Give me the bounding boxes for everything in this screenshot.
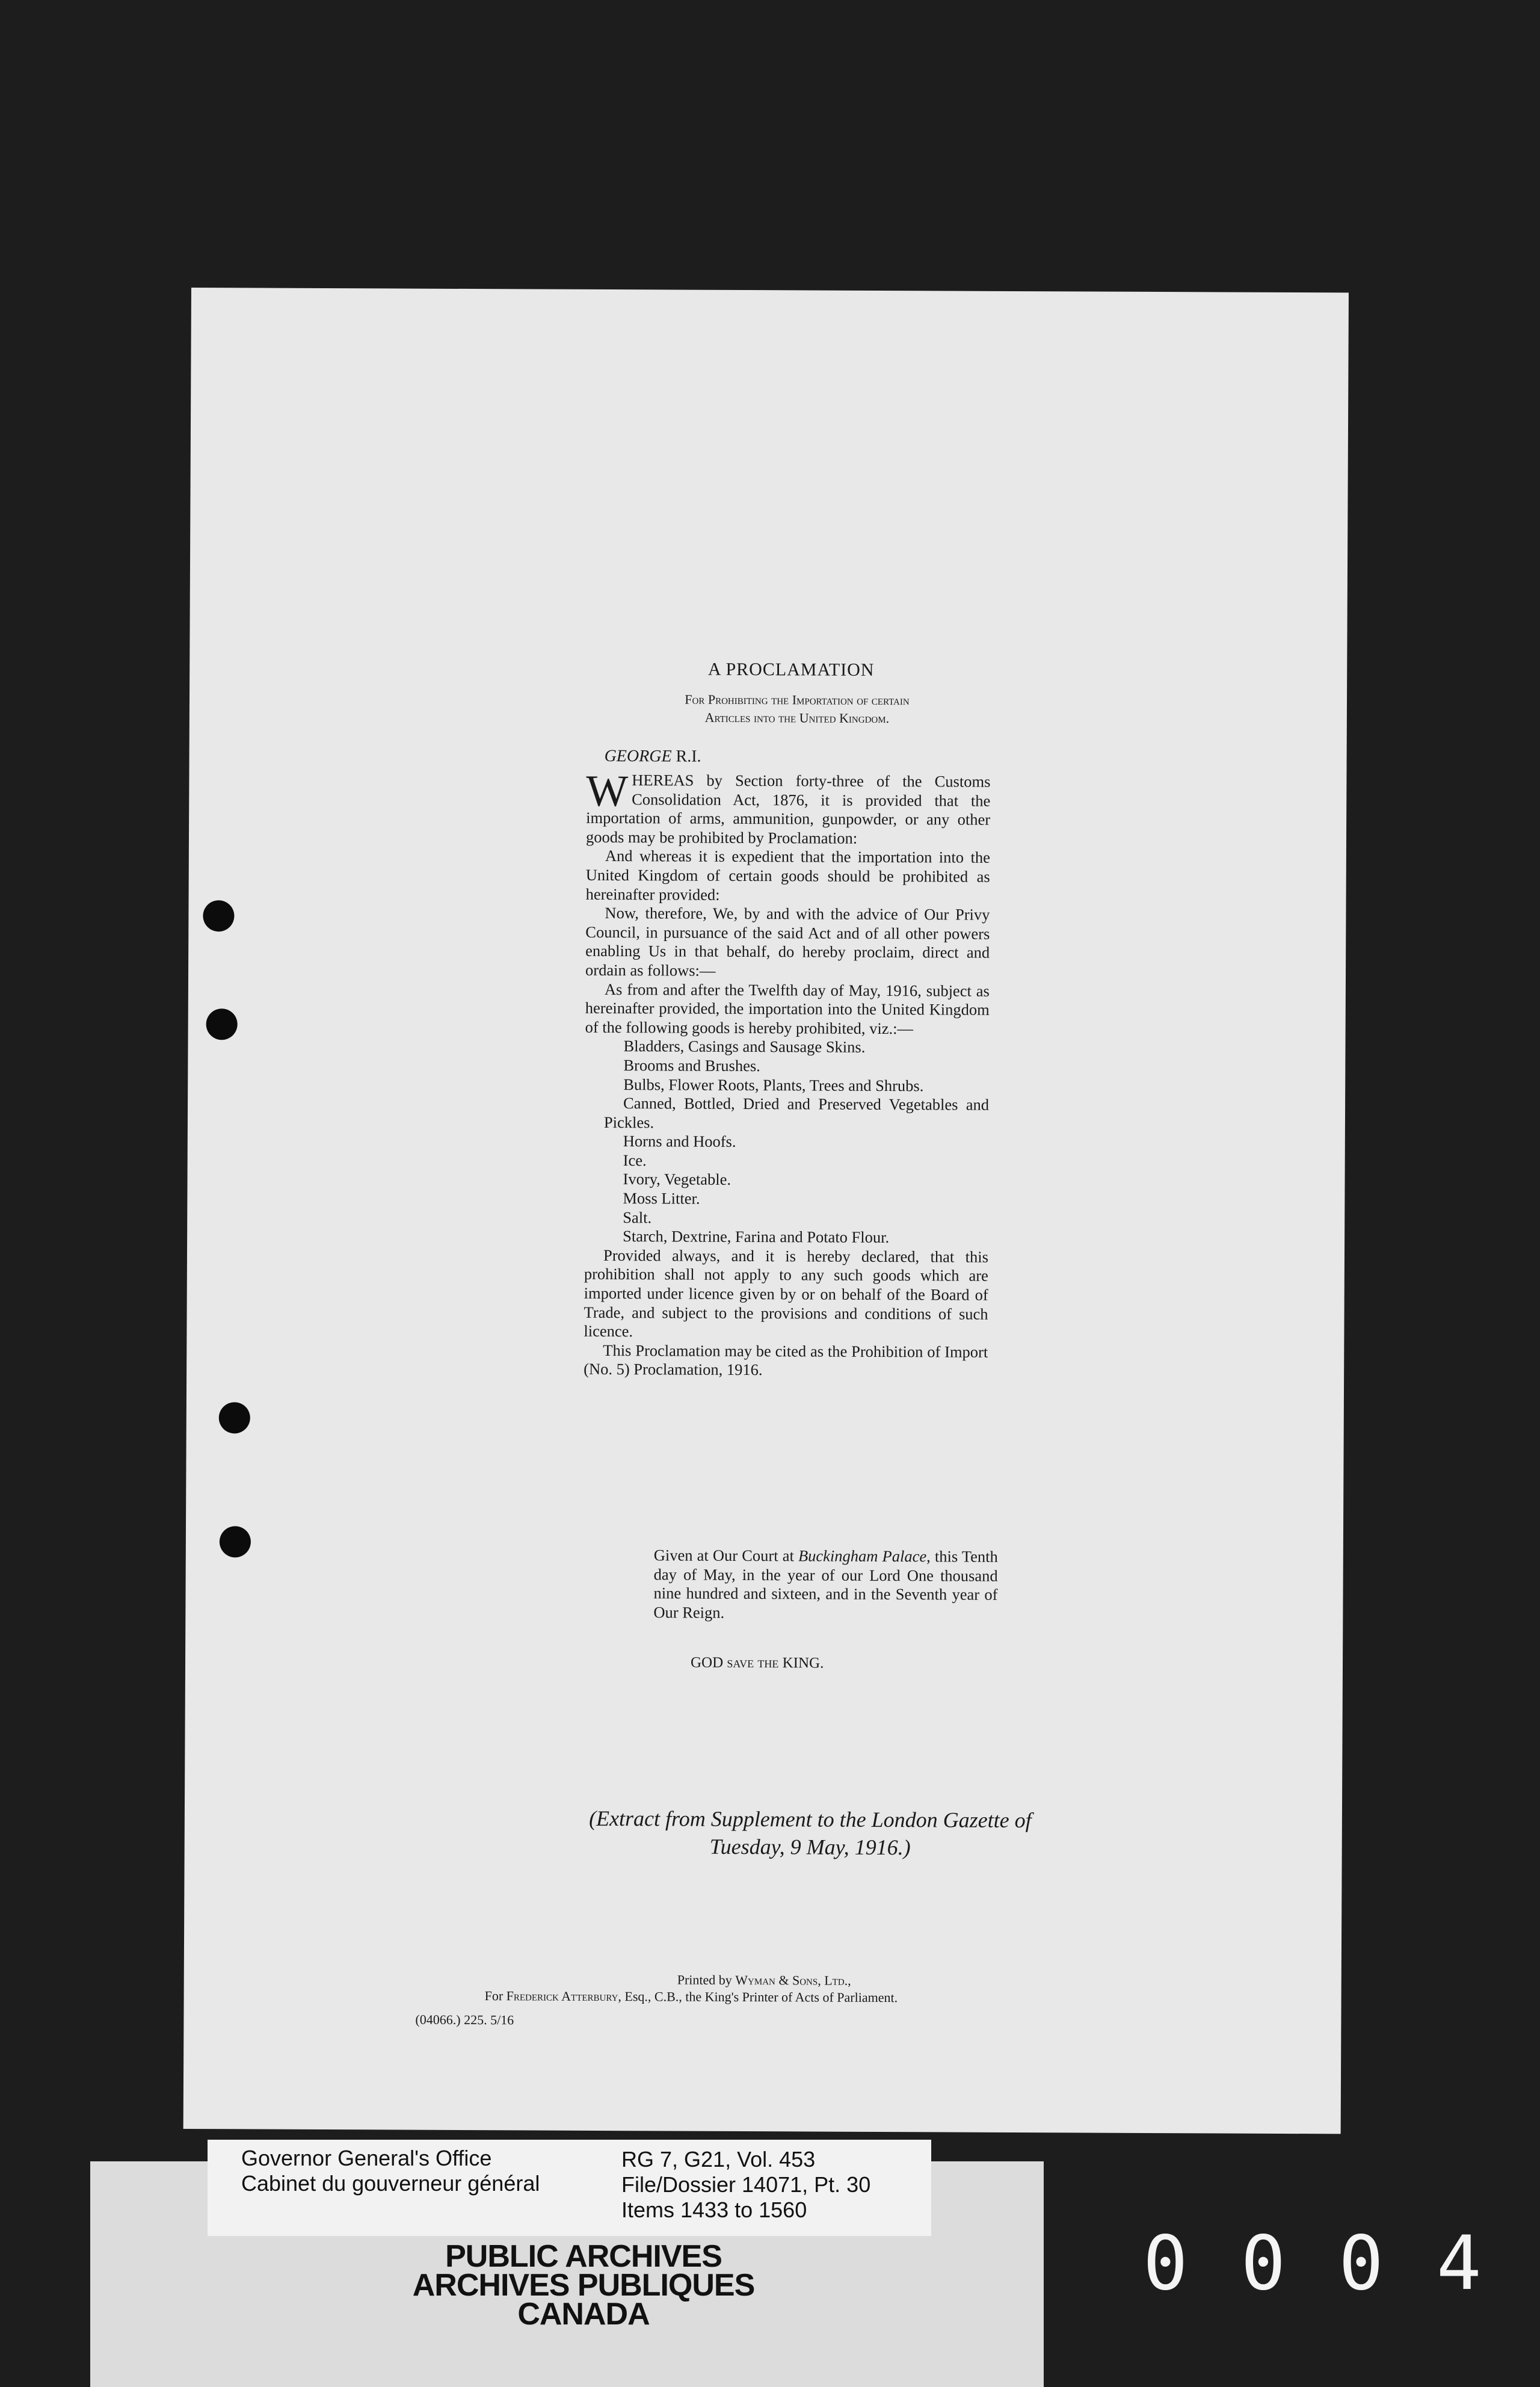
list-item: Starch, Dextrine, Farina and Potato Flour.	[623, 1227, 890, 1247]
list-item: Ice.	[623, 1151, 647, 1170]
proclamation-body	[584, 766, 991, 1381]
given-place: Buckingham Palace	[798, 1546, 927, 1566]
punch-hole	[219, 1402, 250, 1433]
extract-line: Tuesday, 9 May, 1916.)	[709, 1834, 911, 1860]
paragraph: Now, therefore, We, by and with the advice of Our Privy Council, in pursuance of the said Act and of all other powers enabling Us in that behalf, do hereby proclaim, direct and ordain as follows:—	[585, 904, 990, 980]
list-item: Horns and Hoofs.	[623, 1132, 736, 1151]
list-item: Ivory, Vegetable.	[623, 1170, 732, 1189]
frame-number: 0004	[1143, 2220, 1535, 2307]
punch-hole	[206, 1008, 238, 1040]
printer-text: For	[484, 1988, 507, 2004]
list-item: Canned, Bottled, Dried and Preserved Vegetables and Pickles.	[603, 1094, 990, 1132]
signature-name: GEORGE	[604, 747, 672, 766]
archive-ref: Items 1433 to 1560	[621, 2197, 807, 2222]
printer-line	[677, 1972, 851, 1989]
paragraph: Provided always, and it is hereby declared, that this prohibition shall not apply to any such goods which are imported under licence given by or on behalf of the Board of Trade, and subject to the provisions and conditions of such licence.	[584, 1246, 989, 1341]
paragraph	[585, 766, 991, 848]
archive-ref: File/Dossier 14071, Pt. 30	[621, 2172, 871, 2197]
proclamation-subtitle	[581, 690, 1014, 728]
printer-text: Printed by	[677, 1972, 736, 1987]
punch-hole	[220, 1526, 251, 1557]
list-item: Bladders, Casings and Sausage Skins.	[623, 1037, 866, 1057]
printer-line	[485, 1988, 898, 2006]
archives-stamp	[343, 2239, 824, 2332]
office-names	[241, 2146, 540, 2196]
given-text: Given at Our Court at	[653, 1546, 799, 1565]
paragraph: As from and after the Twelfth day of May, 1916, subject as hereinafter provided, the importation into the United Kingdom of the following goods is hereby prohibited, viz.:—	[585, 980, 990, 1037]
subtitle-line: For Prohibiting the Importation of certain	[685, 691, 910, 708]
punch-hole	[203, 900, 234, 931]
archives-line: ARCHIVES PUBLIQUES	[412, 2268, 755, 2303]
drop-cap: W	[586, 766, 629, 817]
list-item: Moss Litter.	[623, 1189, 700, 1208]
given-text: , this Tenth day of May, in the year of our Lord One thousand nine hundred and sixteen, and in the Seventh year of Our Reign.	[653, 1547, 998, 1622]
proclamation-title: A PROCLAMATION	[707, 659, 875, 680]
printer-name: Wyman & Sons, Ltd.	[735, 1972, 848, 1988]
archive-ref: RG 7, G21, Vol. 453	[621, 2147, 816, 2172]
god-save-the-king	[691, 1655, 824, 1672]
signature-suffix: R.I.	[671, 747, 701, 766]
document-page	[183, 288, 1349, 2134]
archives-line: PUBLIC ARCHIVES	[445, 2239, 722, 2274]
paragraph-text: HEREAS by Section forty-three of the Customs Consolidation Act, 1876, it is provided that the importation of arms, ammunition, gunpowder, or any other goods may be prohibited by Proclamation:	[585, 771, 991, 847]
archives-line: CANADA	[517, 2297, 650, 2332]
list-item: Salt.	[623, 1208, 652, 1227]
paragraph: This Proclamation may be cited as the Prohibition of Import (No. 5) Proclamation, 1916.	[584, 1341, 988, 1379]
subtitle-line: Articles into the United Kingdom.	[704, 709, 890, 726]
list-item: Bulbs, Flower Roots, Plants, Trees and Shrubs.	[623, 1075, 924, 1095]
office-en: Governor General's Office	[241, 2146, 492, 2170]
print-code: (04066.) 225. 5/16	[415, 2012, 514, 2028]
extract-line: (Extract from Supplement to the London Gazette of	[589, 1806, 1032, 1833]
god-text: GOD	[690, 1654, 727, 1671]
gazette-extract-note	[510, 1804, 1111, 1862]
god-text: KING.	[778, 1655, 824, 1672]
printer-text: , Esq., C.B., the King's Printer of Acts of Parliament.	[618, 1989, 898, 2006]
list-item: Brooms and Brushes.	[623, 1056, 760, 1075]
god-text: save the	[727, 1654, 779, 1672]
royal-signature	[605, 747, 701, 767]
paragraph: And whereas it is expedient that the importation into the United Kingdom of certain goods should be prohibited as hereinafter provided:	[585, 847, 990, 904]
archive-reference-card	[208, 2140, 931, 2236]
given-at-court	[653, 1546, 998, 1623]
printer-name: Frederick Atterbury	[506, 1988, 618, 2004]
printer-text: ,	[848, 1972, 851, 1988]
archive-references	[621, 2147, 870, 2223]
office-fr: Cabinet du gouverneur général	[241, 2171, 540, 2196]
